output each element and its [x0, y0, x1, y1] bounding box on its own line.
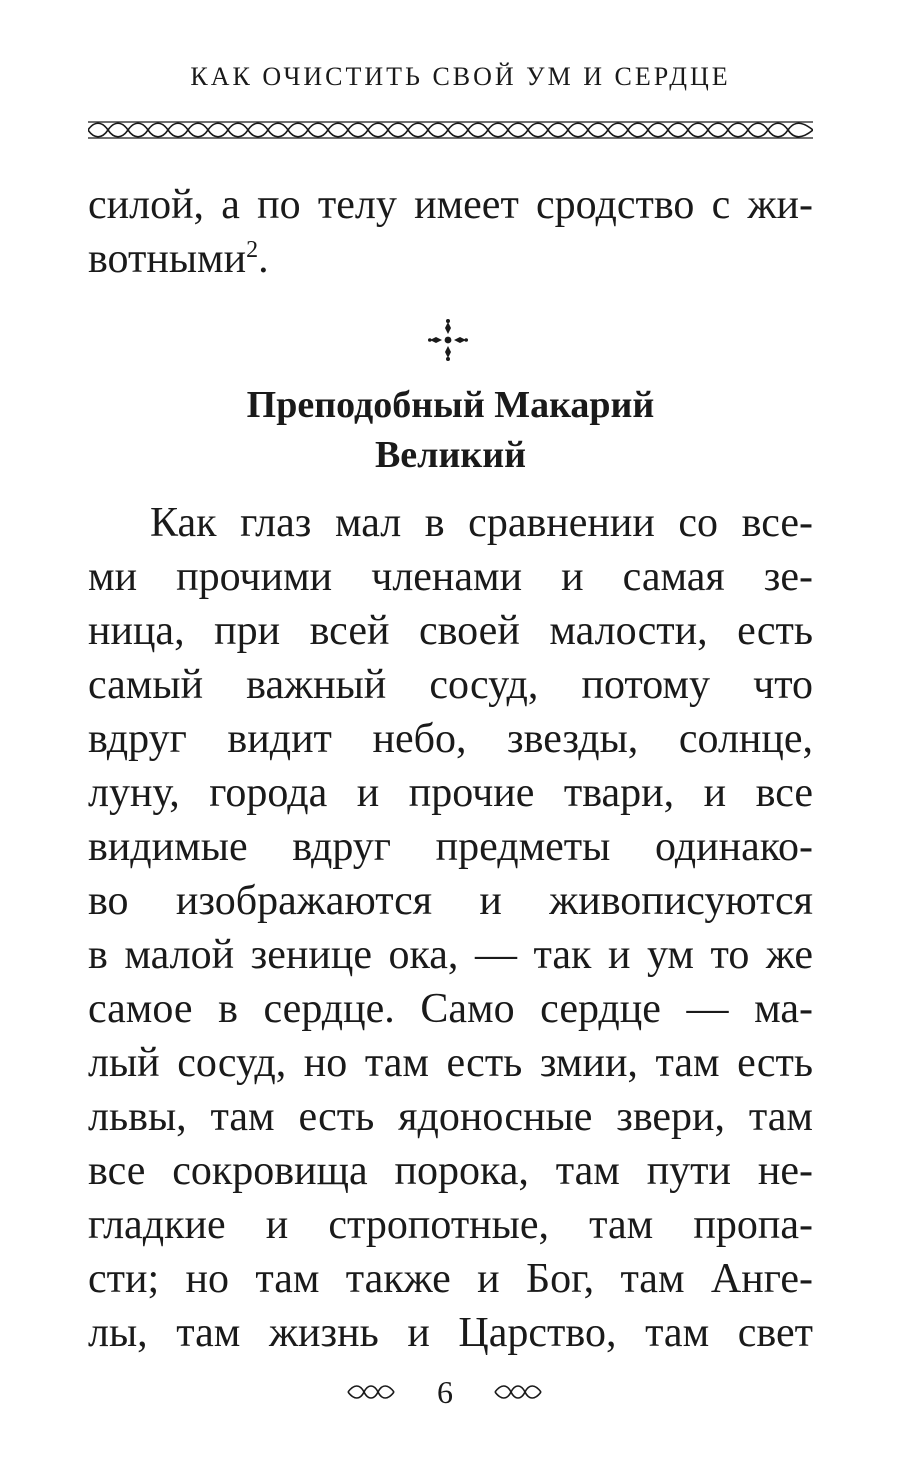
knot-ornament-icon: [493, 1384, 543, 1400]
text-fragment: вотными: [88, 236, 247, 282]
page-number: 6: [437, 1374, 453, 1410]
heading-line: Преподобный Макарий: [246, 384, 655, 426]
section-heading: [88, 380, 813, 480]
text-line: ми прочими членами и самая зе-: [88, 554, 813, 600]
knotwork-border-ornament: [88, 119, 813, 141]
text-line: гладкие и стропотные, там пропа-: [88, 1202, 813, 1248]
text-line: во изображаются и живописуются: [88, 878, 813, 924]
text-line: силой, а по телу имеет сродство с жи-: [88, 182, 813, 228]
text-line: сти; но там также и Бог, там Анге-: [88, 1256, 813, 1302]
text-line: луну, города и прочие твари, и все: [88, 770, 813, 816]
text-line: самое в сердце. Само сердце — ма-: [88, 986, 813, 1032]
text-line: самый важный сосуд, потому что: [88, 662, 813, 708]
text-line: львы, там есть ядоносные звери, там: [88, 1094, 813, 1140]
text-line: лы, там жизнь и Царство, там свет: [88, 1310, 813, 1356]
heading-line: Великий: [374, 434, 527, 476]
running-head-title: КАК ОЧИСТИТЬ СВОЙ УМ И СЕРДЦЕ: [190, 62, 731, 91]
text-line: в малой зенице ока, — так и ум то же: [88, 932, 813, 978]
section-paragraph: [88, 496, 813, 1360]
text-line: [88, 232, 813, 286]
text-line: все сокровища порока, там пути не-: [88, 1148, 813, 1194]
cross-ornament-icon: [428, 318, 468, 362]
running-head: [0, 62, 921, 92]
text-line: видимые вдруг предметы одинако-: [88, 824, 813, 870]
footnote-ref: 2: [246, 237, 259, 263]
text-line: вдруг видит небо, звезды, солнце,: [88, 716, 813, 762]
continuation-paragraph: [88, 178, 813, 286]
page-footer: [0, 1372, 921, 1412]
text-line: ница, при всей своей малости, есть: [88, 608, 813, 654]
text-line: Как глаз мал в сравнении со все-: [150, 500, 813, 546]
text-line: лый сосуд, но там есть змии, там есть: [88, 1040, 813, 1086]
knot-ornament-icon: [346, 1384, 396, 1400]
text-fragment: .: [258, 236, 269, 282]
